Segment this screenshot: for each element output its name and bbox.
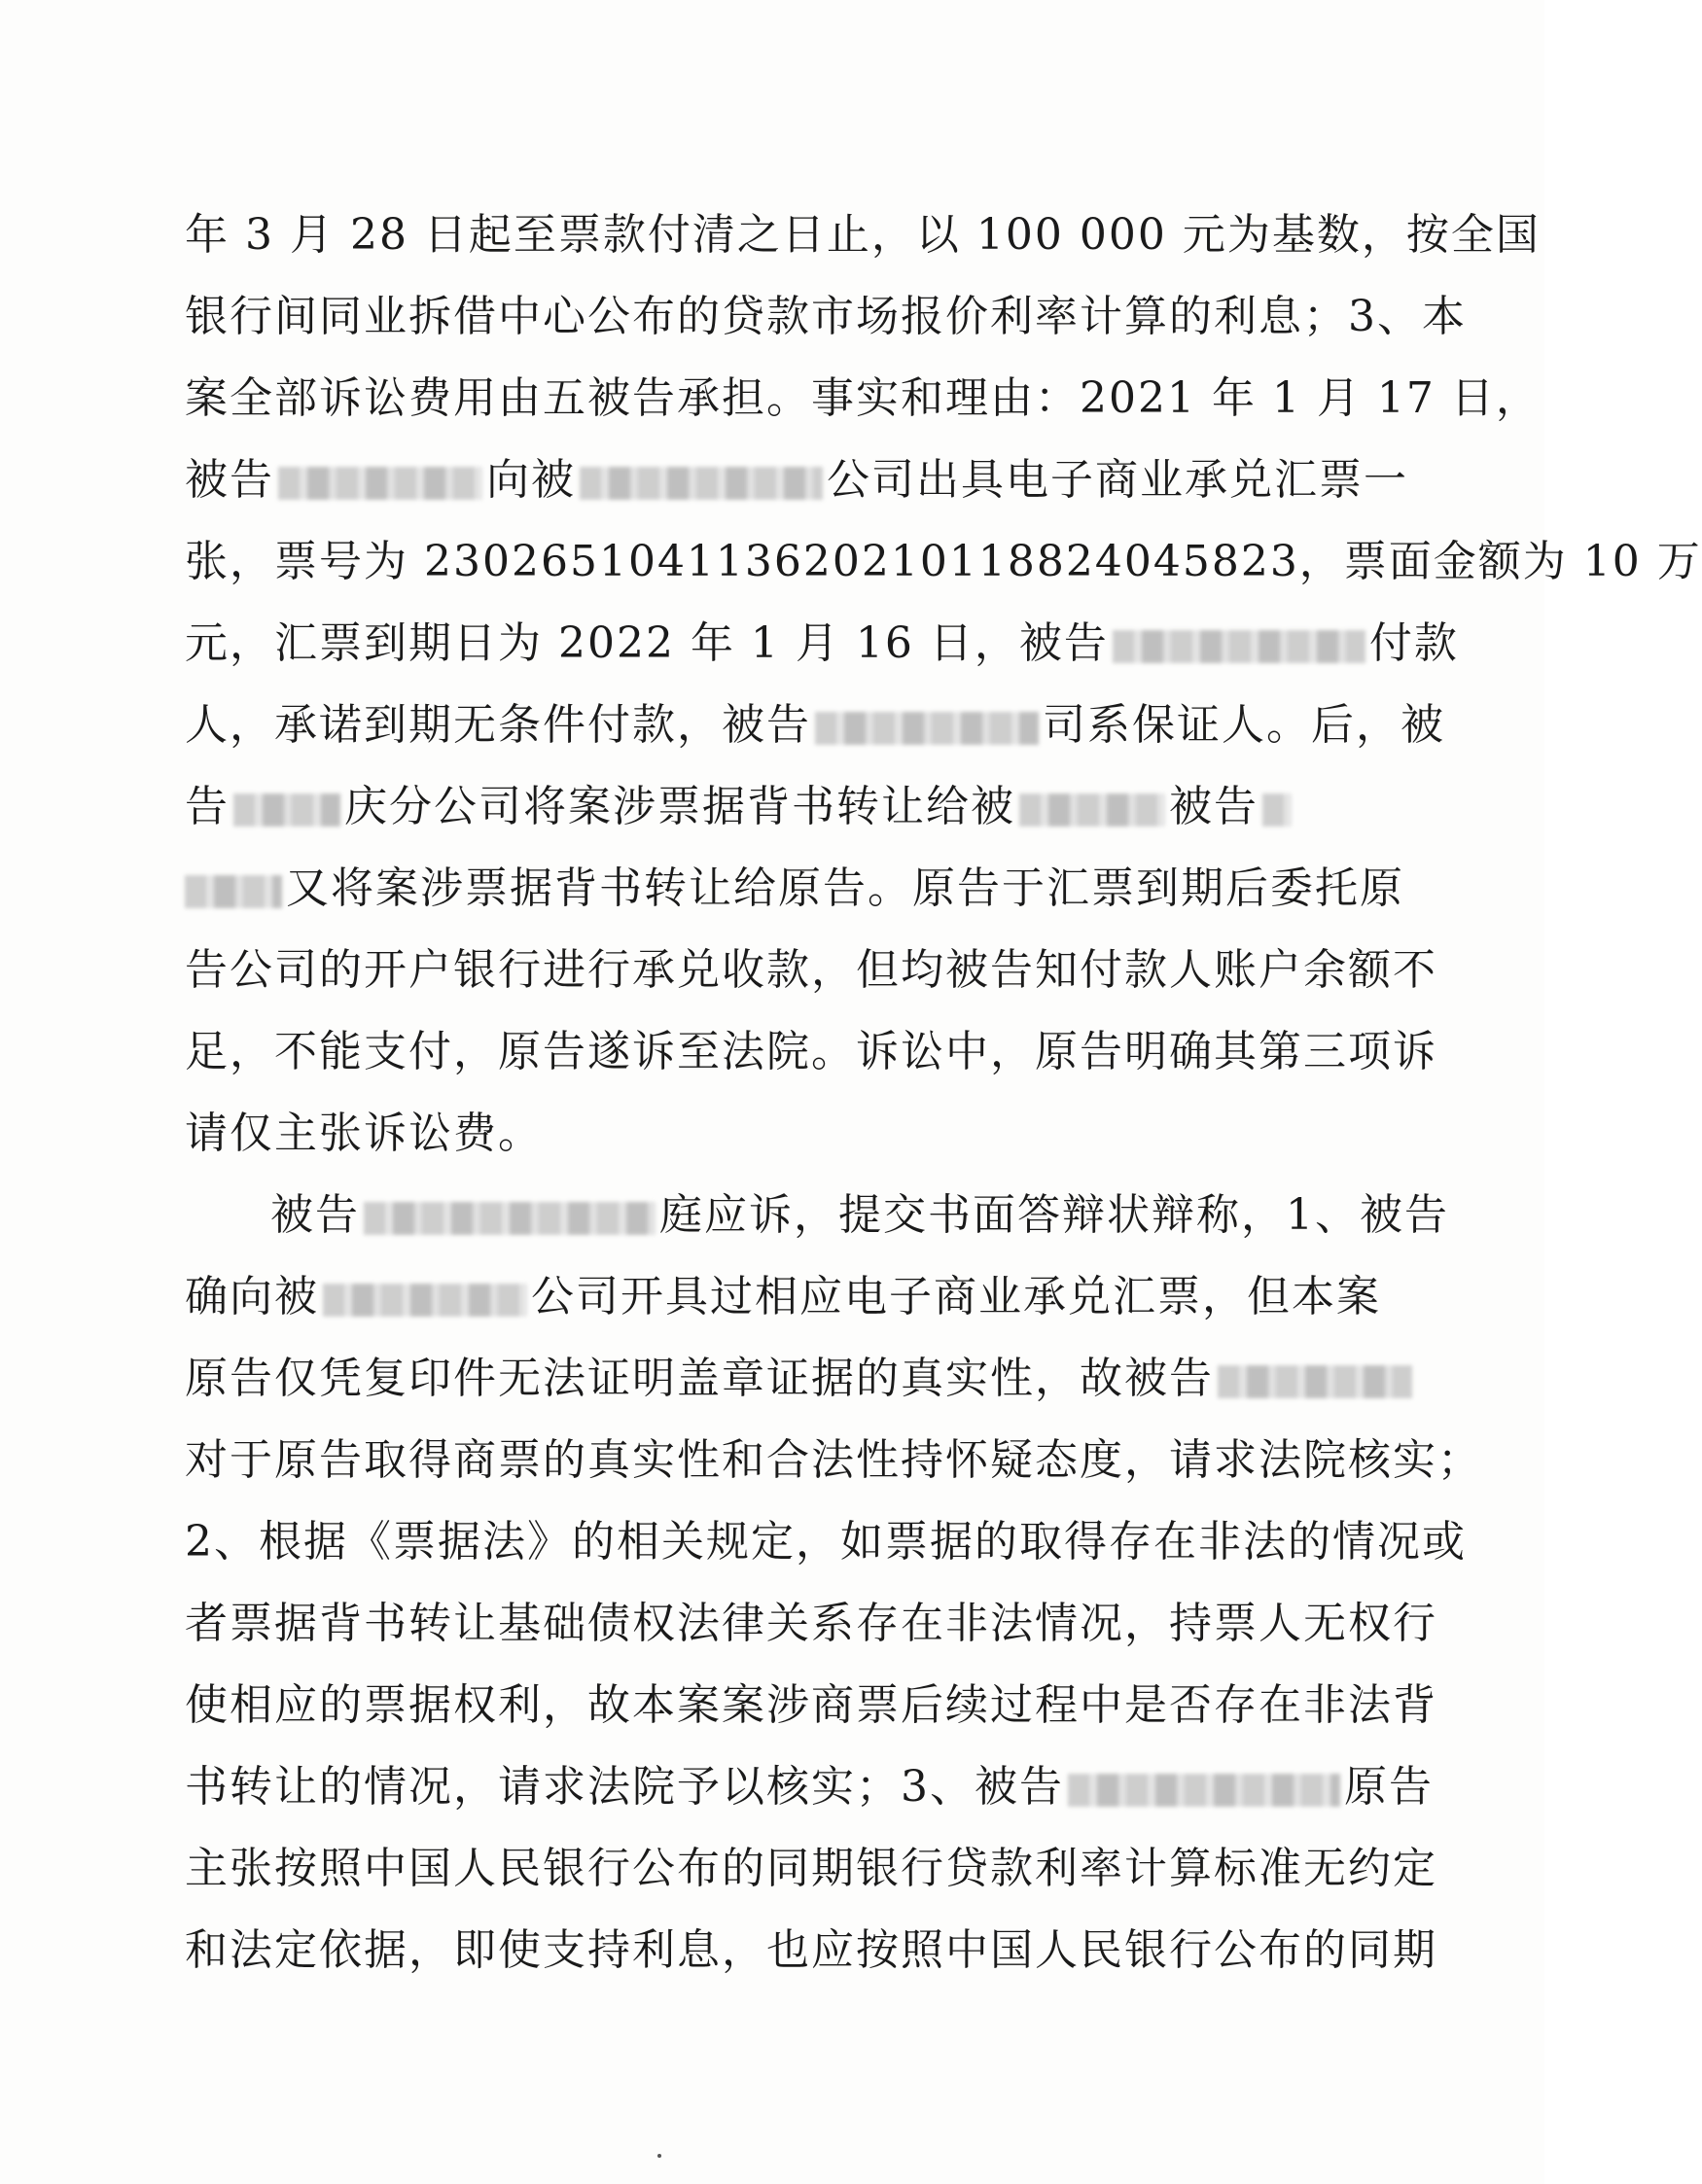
redacted-name (580, 467, 823, 500)
line-text: 被告 (270, 1190, 360, 1240)
line-text: 主张按照中国人民银行公布的同期银行贷款利率计算标准无约定 (185, 1844, 1437, 1893)
line-text: 使相应的票据权利，故本案案涉商票后续过程中是否存在非法背 (185, 1680, 1437, 1730)
line-text: 案全部诉讼费用由五被告承担。事实和理由：2021 年 1 月 17 日， (185, 373, 1541, 423)
text-line (185, 440, 1408, 521)
redacted-name (1019, 793, 1165, 827)
text-line (185, 766, 1362, 848)
text-line (185, 1175, 1449, 1256)
line-text: 书转让的情况，请求法院予以核实；3、被告 (185, 1762, 1064, 1812)
line-text: 和法定依据，即使支持利息，也应按照中国人民银行公布的同期 (185, 1925, 1437, 1975)
line-text: 对于原告取得商票的真实性和合法性持怀疑态度，请求法院核实； (185, 1435, 1482, 1485)
text-line (185, 1910, 1437, 1991)
line-text: 2、根据《票据法》的相关规定，如票据的取得存在非法的情况或 (185, 1517, 1467, 1567)
text-line (185, 1583, 1437, 1665)
line-text: 者票据背书转让基础债权法律关系存在非法情况，持票人无权行 (185, 1599, 1437, 1648)
line-text: 人，承诺到期无条件付款，被告 (185, 700, 811, 750)
line-text: 告 (185, 782, 230, 831)
line-text: 银行间同业拆借中心公布的贷款市场报价利率计算的利息；3、本 (185, 292, 1467, 341)
text-line (185, 848, 1404, 930)
text-line (185, 276, 1467, 358)
redacted-name (815, 712, 1039, 745)
line-text: 原告 (1344, 1762, 1434, 1812)
line-text: 庭应诉，提交书面答辩状辩称，1、被告 (659, 1190, 1449, 1240)
text-line (185, 1093, 1362, 1175)
text-line (185, 1665, 1437, 1746)
text-line (185, 1011, 1437, 1093)
line-text: 确向被 (185, 1272, 319, 1321)
text-line (185, 1256, 1381, 1338)
redacted-name (323, 1284, 527, 1317)
line-text: 原告仅凭复印件无法证明盖章证据的真实性，故被告 (185, 1354, 1214, 1403)
text-line (185, 194, 1541, 276)
redacted-name (1262, 793, 1292, 827)
redacted-name (233, 793, 340, 827)
text-line (185, 358, 1541, 440)
line-text: 告公司的开户银行进行承兑收款，但均被告知付款人账户余额不 (185, 945, 1437, 995)
redacted-name (1218, 1365, 1412, 1398)
text-line (185, 1420, 1482, 1501)
scan-speck (657, 2154, 661, 2158)
text-line (185, 1746, 1434, 1828)
redacted-name (364, 1202, 656, 1235)
redacted-name (185, 875, 282, 908)
line-text: 庆分公司将案涉票据背书转让给被 (344, 782, 1015, 831)
line-text: 元，汇票到期日为 2022 年 1 月 16 日，被告 (185, 618, 1109, 668)
line-text: 公司开具过相应电子商业承兑汇票，但本案 (531, 1272, 1381, 1321)
text-line (185, 1501, 1467, 1583)
text-line (185, 930, 1437, 1011)
redacted-name (1068, 1774, 1340, 1807)
line-text: 又将案涉票据背书转让给原告。原告于汇票到期后委托原 (286, 863, 1404, 913)
line-text: 请仅主张诉讼费。 (185, 1109, 543, 1158)
text-line (185, 1828, 1437, 1910)
redacted-name (278, 467, 482, 500)
text-line (185, 521, 1702, 603)
document-body (185, 194, 1702, 1991)
text-line (185, 1338, 1362, 1420)
line-text: 足，不能支付，原告遂诉至法院。诉讼中，原告明确其第三项诉 (185, 1027, 1437, 1076)
line-text: 司系保证人。后，被 (1043, 700, 1445, 750)
redacted-name (1113, 630, 1365, 663)
line-text: 张，票号为 230265104113620210118824045823，票面金额为 10 万 (185, 537, 1702, 586)
line-text: 年 3 月 28 日起至票款付清之日止，以 100 000 元为基数，按全国 (185, 210, 1541, 260)
text-line (185, 685, 1445, 766)
line-text: 向被 (486, 455, 576, 505)
text-line (185, 603, 1459, 685)
line-text: 公司出具电子商业承兑汇票一 (827, 455, 1408, 505)
line-text: 被告 (185, 455, 274, 505)
line-text: 付款 (1368, 618, 1459, 668)
line-text: 被告 (1169, 782, 1259, 831)
